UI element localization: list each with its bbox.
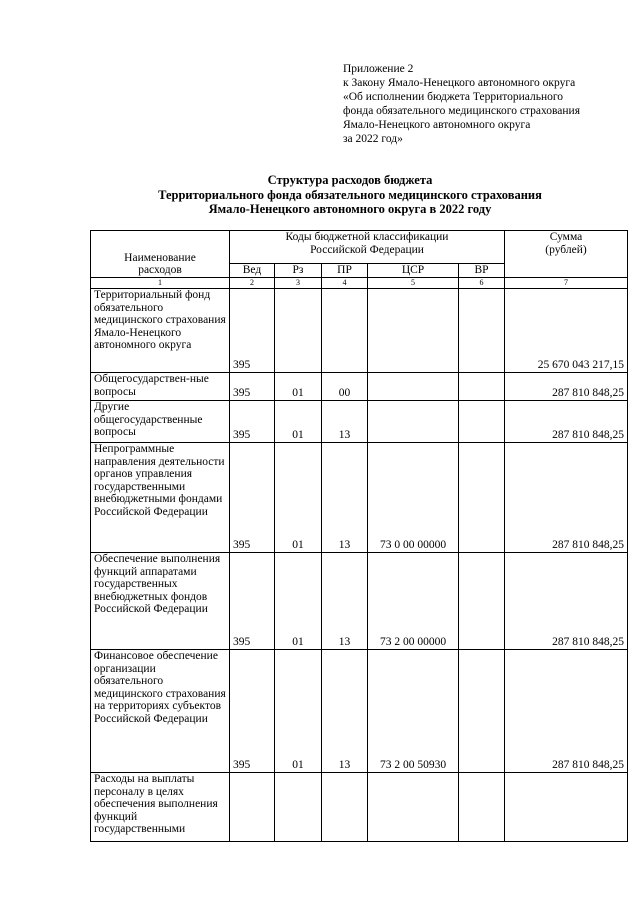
header-ved: Вед: [230, 264, 275, 278]
column-number: 1: [91, 278, 230, 289]
row-pr: 13: [322, 443, 368, 553]
row-name: Территориальный фонд обязательного медицинского страхования Ямало-Ненецкого автономного округа: [91, 289, 230, 373]
row-sum: [505, 773, 628, 842]
row-name: Другие общегосударственные вопросы: [91, 401, 230, 443]
row-csr: [368, 373, 459, 401]
row-csr: 73 2 00 00000: [368, 553, 459, 650]
header-sum: [505, 231, 628, 278]
title-line: Ямало-Ненецкого автономного округа в 2022 году: [208, 202, 492, 216]
row-csr: 73 2 00 50930: [368, 650, 459, 773]
header-csr: ЦСР: [368, 264, 459, 278]
row-rz: 01: [275, 650, 322, 773]
row-csr: 73 0 00 00000: [368, 443, 459, 553]
row-ved: 395: [230, 650, 275, 773]
row-csr: [368, 401, 459, 443]
header-sum-line1: Сумма: [549, 231, 583, 243]
header-rz: Рз: [275, 264, 322, 278]
appendix-line: фонда обязательного медицинского страхования: [343, 105, 580, 117]
row-sum: 287 810 848,25: [505, 443, 628, 553]
table-row: [91, 289, 628, 373]
document-title: [90, 173, 610, 217]
expense-structure-table: [90, 230, 628, 842]
title-line: Структура расходов бюджета: [267, 173, 433, 187]
row-csr: [368, 289, 459, 373]
row-name: Обеспечение выполнения функций аппаратами государственных внебюджетных фондов Российской Федерации: [91, 553, 230, 650]
header-name: [91, 231, 230, 278]
column-number: 2: [230, 278, 275, 289]
header-pr: ПР: [322, 264, 368, 278]
table-row: [91, 553, 628, 650]
row-rz: 01: [275, 553, 322, 650]
table-row: [91, 773, 628, 842]
row-pr: 00: [322, 373, 368, 401]
row-vr: [459, 401, 505, 443]
table-row: [91, 373, 628, 401]
row-ved: 395: [230, 289, 275, 373]
row-pr: [322, 773, 368, 842]
row-rz: 01: [275, 443, 322, 553]
row-sum: 287 810 848,25: [505, 650, 628, 773]
row-rz: 01: [275, 401, 322, 443]
header-vr: ВР: [459, 264, 505, 278]
row-name: Непрограммные направления деятельности органов управления государственными внебюджетными фондами Российской Федерации: [91, 443, 230, 553]
row-rz: 01: [275, 373, 322, 401]
table-row: [91, 443, 628, 553]
header-codes-line2: Российской Федерации: [310, 243, 424, 256]
header-name-line2: расходов: [138, 264, 182, 277]
row-vr: [459, 373, 505, 401]
title-line: Территориального фонда обязательного медицинского страхования: [158, 187, 542, 202]
row-name: Расходы на выплаты персоналу в целях обеспечения выполнения функций государственными: [91, 773, 230, 842]
header-codes: [230, 231, 505, 264]
row-sum: 287 810 848,25: [505, 373, 628, 401]
appendix-line: Ямало-Ненецкого автономного округа: [343, 119, 531, 131]
row-pr: 13: [322, 650, 368, 773]
column-number: 6: [459, 278, 505, 289]
table-row: [91, 650, 628, 773]
row-sum: 287 810 848,25: [505, 401, 628, 443]
header-codes-line1: Коды бюджетной классификации: [285, 231, 449, 243]
row-pr: [322, 289, 368, 373]
appendix-line: к Закону Ямало-Ненецкого автономного округа: [343, 77, 576, 89]
appendix-line: за 2022 год»: [343, 133, 403, 145]
table-row: [91, 401, 628, 443]
row-sum: 287 810 848,25: [505, 553, 628, 650]
row-pr: 13: [322, 401, 368, 443]
row-ved: 395: [230, 443, 275, 553]
column-number: 7: [505, 278, 628, 289]
row-ved: 395: [230, 373, 275, 401]
row-rz: [275, 289, 322, 373]
row-name: Общегосударствен-ные вопросы: [91, 373, 230, 401]
row-pr: 13: [322, 553, 368, 650]
row-vr: [459, 773, 505, 842]
row-vr: [459, 443, 505, 553]
row-name: Финансовое обеспечение организации обязательного медицинского страхования на территориях субъектов Российской Федерации: [91, 650, 230, 773]
row-ved: 395: [230, 553, 275, 650]
column-number: 4: [322, 278, 368, 289]
column-number: 3: [275, 278, 322, 289]
column-number: 5: [368, 278, 459, 289]
appendix-line: Приложение 2: [343, 63, 414, 75]
row-vr: [459, 650, 505, 773]
row-rz: [275, 773, 322, 842]
row-ved: [230, 773, 275, 842]
row-vr: [459, 289, 505, 373]
row-vr: [459, 553, 505, 650]
row-sum: 25 670 043 217,15: [505, 289, 628, 373]
appendix-header: [343, 62, 633, 146]
header-sum-line2: (рублей): [545, 243, 587, 256]
row-ved: 395: [230, 401, 275, 443]
appendix-line: «Об исполнении бюджета Территориального: [343, 91, 564, 103]
row-csr: [368, 773, 459, 842]
header-name-line1: Наименование: [124, 251, 196, 264]
